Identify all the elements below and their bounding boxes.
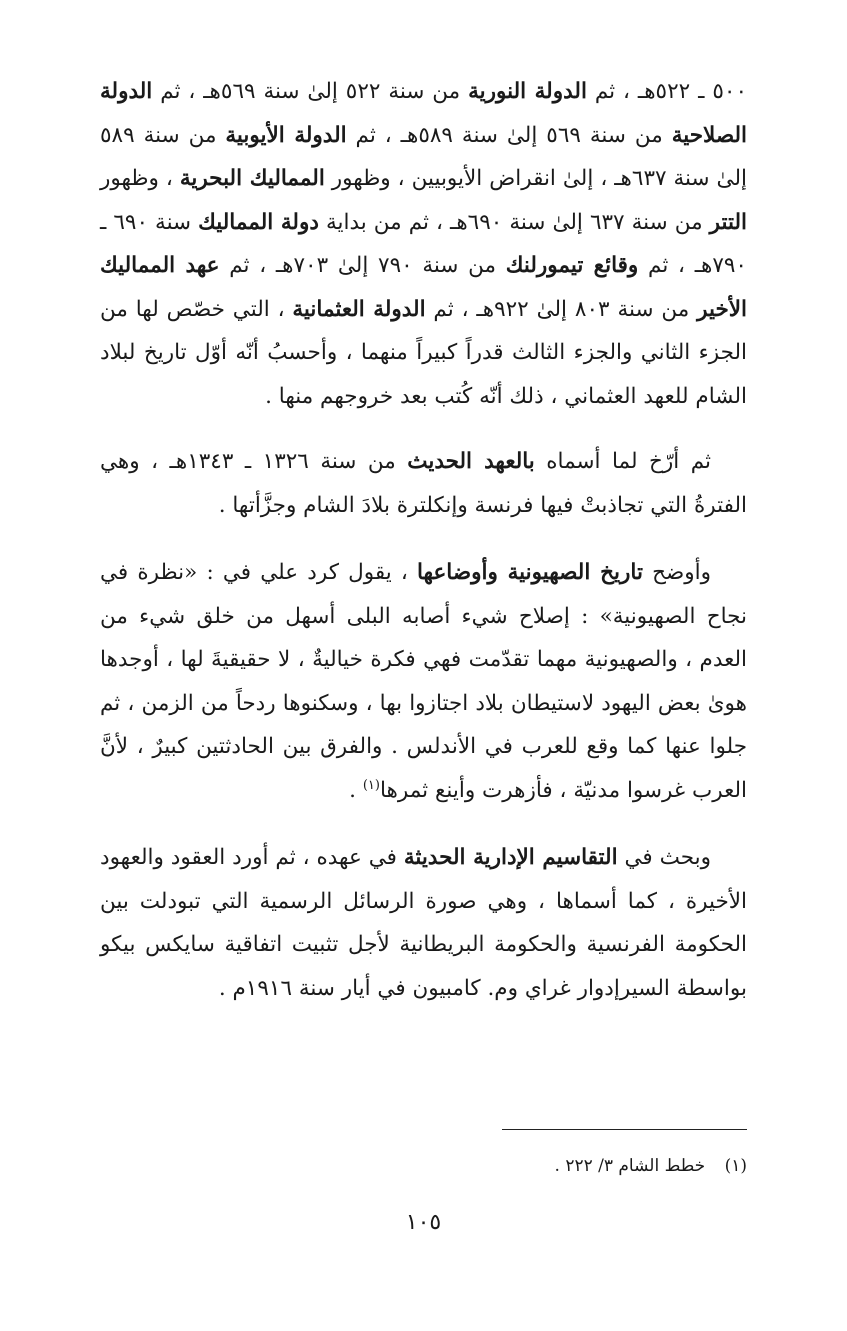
bold-term: التقاسيم الإدارية الحديثة xyxy=(403,845,618,870)
footnote-reference: (١) xyxy=(362,777,380,793)
page-number: ١٠٥ xyxy=(405,1210,442,1235)
text-segment: من سنة ١٣٢٦ ـ ١٣٤٣هـ ، وهي الفترةُ التي تجاذبتْ فيها فرنسة وإنكلترة بلادَ الشام وجزَّأتها . xyxy=(100,449,747,518)
main-text xyxy=(100,70,747,1010)
paragraph-modern-era xyxy=(100,440,747,527)
text-segment: ، التي خصّص لها من الجزء الثاني والجزء الثالث قدراً كبيراً منهما ، وأحسبُ أنّه أوّل تاريخ لبلاد الشام للعهد العثماني ، ذلك أنّه كُتب بعد خروجهم منها . xyxy=(100,296,747,409)
text-segment: من سنة ٥٨٩ إلىٰ سنة ٦٣٧هـ ، إلىٰ انقراض الأيوبيين ، وظهور xyxy=(100,122,747,191)
text-segment: من سنة ٦٣٧ إلىٰ سنة ٦٩٠هـ ، ثم من بداية xyxy=(318,209,710,235)
footnote xyxy=(100,1152,747,1180)
text-segment: ثم أرّخ لما أسماه xyxy=(534,449,712,474)
paragraph-administrative-divisions xyxy=(100,836,747,1010)
paragraph-zionism xyxy=(100,551,747,812)
bold-term: بالعهد الحديث xyxy=(407,449,535,474)
footnote-separator xyxy=(502,1129,747,1130)
bold-term: الدولة الصلاحية xyxy=(100,79,747,148)
bold-term: عهد المماليك الأخير xyxy=(100,253,747,322)
bold-term: تاريخ الصهيونية وأوضاعها xyxy=(417,560,643,585)
text-segment: ، يقول كرد علي في : «نظرة في نجاح الصهيونية» : إصلاح شيء أصابه البلى أسهل من خلق شيء من العدم ، والصهيونية مهما تقدّمت فهي فكرة خياليةٌ ، لا حقيقيةَ لها ، أوجدها هوىٰ بعض اليهود لاستيطان بلاد اجتازوا بها ، وسكنوها ردحاً من الزمن ، ثم جلوا عنها كما وقع للعرب في الأندلس . والفرق بين الحادثتين كبيرٌ ، لأنَّ العرب غرسوا مدنيّة ، فأزهرت وأينع ثمرها xyxy=(100,560,747,803)
footnote-text: خطط الشام ٣/ ٢٢٢ . xyxy=(554,1156,706,1176)
text-segment: ، وظهور xyxy=(100,166,180,191)
bold-term: دولة المماليك xyxy=(198,209,319,235)
text-segment: وأوضح xyxy=(642,560,711,585)
text-segment: من سنة ٥٢٢ إلىٰ سنة ٥٦٩هـ ، ثم xyxy=(152,79,469,104)
bold-term: الدولة العثمانية xyxy=(292,296,426,322)
bold-term: المماليك البحرية xyxy=(179,166,325,191)
bold-term: التتر xyxy=(709,209,748,235)
text-segment: . xyxy=(349,777,363,803)
text-segment: في عهده ، ثم أورد العقود والعهود الأخيرة ، كما أسماها ، وهي صورة الرسائل الرسمية التي تبودلت بين الحكومة الفرنسية والحكومة البريطانية لأجل تثبيت اتفاقية سايكس بيكو بواسطة السيرإدوار غراي وم. كامبيون في أيار سنة ١٩١٦م . xyxy=(100,845,747,1001)
text-segment: سنة ٦٩٠ ـ ٧٩٠هـ ، ثم xyxy=(100,209,747,278)
footnote-number: (١) xyxy=(724,1156,747,1176)
bold-term: الدولة النورية xyxy=(468,79,587,104)
bold-term: الدولة الأيوبية xyxy=(225,122,347,148)
text-segment: من سنة ٧٩٠ إلىٰ ٧٠٣هـ ، ثم xyxy=(219,253,506,278)
text-segment: ٥٠٠ ـ ٥٢٢هـ ، ثم xyxy=(586,79,747,104)
text-segment: من سنة ٨٠٣ إلىٰ ٩٢٢هـ ، ثم xyxy=(425,296,698,322)
text-segment: وبحث في xyxy=(617,845,711,870)
paragraph-states-history xyxy=(100,70,747,418)
text-segment: من سنة ٥٦٩ إلىٰ سنة ٥٨٩هـ ، ثم xyxy=(346,122,672,148)
bold-term: وقائع تيمورلنك xyxy=(505,253,639,278)
